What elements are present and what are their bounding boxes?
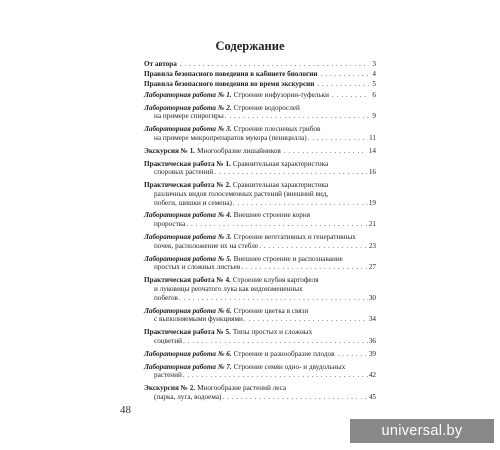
toc-entry-first-line <box>144 363 376 372</box>
toc-page-number: 36 <box>368 336 376 345</box>
dot-leader <box>308 134 368 143</box>
toc-page-number: 39 <box>368 349 376 358</box>
toc-entry-continuation <box>144 263 376 272</box>
toc-page-number: 27 <box>368 263 376 272</box>
toc-page-number: 30 <box>368 293 376 302</box>
toc-page-number: 4 <box>372 70 376 79</box>
toc-entry <box>144 125 376 142</box>
toc-entry <box>144 328 376 345</box>
dot-leader <box>284 147 366 156</box>
toc-page-number: 23 <box>368 241 376 250</box>
dot-leader <box>186 220 368 229</box>
toc-entry-continuation <box>144 315 376 324</box>
toc-entry <box>144 181 376 207</box>
toc-entry-label: Экскурсия № 1. <box>144 146 196 155</box>
dot-leader <box>338 350 366 359</box>
toc-entry-first-line <box>144 104 376 113</box>
toc-entry-text: на примере микропрепаратов мукора (пеницилла) <box>154 133 307 142</box>
toc-entry-text: Типы простых и сложных <box>232 328 313 337</box>
toc-page-number: 14 <box>368 146 376 155</box>
toc-entry-first-line <box>144 91 376 100</box>
dot-leader <box>241 263 368 272</box>
toc-entry-first-line <box>144 60 376 69</box>
toc-entry-text: Строение плесневых грибов <box>233 125 321 134</box>
toc-entry <box>144 350 376 359</box>
toc-entry-label: Правила безопасного поведения в кабинете биологии <box>144 70 318 79</box>
table-of-contents <box>144 60 376 406</box>
toc-entry-continuation <box>144 220 376 229</box>
page-number: 48 <box>120 404 131 416</box>
toc-page-number: 42 <box>368 371 376 380</box>
toc-entry-text: Строение водорослей <box>233 103 300 112</box>
toc-entry-text: Многообразие растений леса <box>197 384 287 393</box>
toc-entry-text: соцветий <box>154 336 183 345</box>
toc-entry-first-line <box>144 255 376 264</box>
toc-entry-text: Строение инфузории-туфельки <box>233 90 330 99</box>
dot-leader <box>180 60 370 69</box>
toc-entry-text: с выполняемыми функциями <box>154 315 243 324</box>
toc-entry <box>144 104 376 121</box>
toc-page-number: 3 <box>372 60 376 68</box>
toc-entry-label: Лабораторная работа № 6. <box>144 306 232 315</box>
toc-page-number: 5 <box>372 80 376 89</box>
toc-entry-label: Практическая работа № 2. <box>144 181 231 190</box>
dot-leader <box>179 294 368 303</box>
toc-entry-text: Строение вегетативных и генеративных <box>233 233 356 242</box>
toc-entry-first-line <box>144 80 376 89</box>
toc-entry-label: Практическая работа № 5. <box>144 328 231 337</box>
toc-entry-continuation <box>144 393 376 402</box>
toc-entry-text: и луковицы репчатого лука как видоизмененных <box>154 284 303 293</box>
toc-entry <box>144 160 376 177</box>
toc-page-number: 9 <box>372 112 376 121</box>
toc-entry-text: различных видов голосеменных растений (внешний вид, <box>154 189 329 198</box>
toc-entry-label: Лабораторная работа № 5. <box>144 254 232 263</box>
toc-entry-label: От автора <box>144 60 177 68</box>
toc-entry <box>144 147 376 156</box>
toc-entry-label: Лабораторная работа № 6. <box>144 349 232 358</box>
dot-leader <box>222 393 367 402</box>
toc-entry-label: Экскурсия № 2. <box>144 384 196 393</box>
toc-entry-label: Лабораторная работа № 2. <box>144 103 232 112</box>
toc-entry-text: Многообразие лишайников <box>197 146 281 155</box>
toc-entry-continuation <box>144 294 376 303</box>
toc-page-number: 16 <box>368 168 376 177</box>
toc-entry-first-line <box>144 328 376 337</box>
toc-entry-first-line <box>144 147 376 156</box>
toc-entry-continuation <box>144 134 376 143</box>
toc-entry-label: Практическая работа № 1. <box>144 159 231 168</box>
toc-entry <box>144 91 376 100</box>
toc-entry-text: споровых растений <box>154 168 214 177</box>
toc-entry-first-line <box>144 350 376 359</box>
toc-page-number: 6 <box>372 90 376 99</box>
toc-entry-first-line <box>144 307 376 316</box>
toc-entry <box>144 276 376 302</box>
toc-entry-first-line <box>144 211 376 220</box>
dot-leader <box>332 91 369 100</box>
toc-entry-label: Правила безопасного поведения во время экскурсии <box>144 80 315 89</box>
toc-entry-continuation <box>144 199 376 208</box>
toc-entry-label: Лабораторная работа № 7. <box>144 362 232 371</box>
toc-entry-continuation <box>144 337 376 346</box>
toc-entry-text: Сравнительная характеристика <box>232 181 329 190</box>
toc-entry <box>144 80 376 89</box>
page-title: Содержание <box>215 39 285 53</box>
toc-entry <box>144 233 376 250</box>
toc-entry-continuation <box>144 168 376 177</box>
watermark: universal.by <box>350 419 494 443</box>
toc-entry-text: Внешнее строение корня <box>233 211 311 220</box>
dot-leader <box>183 337 368 346</box>
toc-entry-first-line <box>144 160 376 169</box>
toc-entry-first-line <box>144 276 376 285</box>
toc-entry-first-line <box>144 384 376 393</box>
dot-leader <box>214 168 368 177</box>
toc-page-number: 11 <box>369 133 376 142</box>
toc-entry-label: Лабораторная работа № 3. <box>144 125 232 134</box>
toc-page-number: 34 <box>368 315 376 324</box>
toc-entry-text: простых и сложных листьев <box>154 263 241 272</box>
toc-entry-label: Лабораторная работа № 1. <box>144 90 232 99</box>
dot-leader <box>233 199 368 208</box>
dot-leader <box>317 80 369 89</box>
toc-page-number: 45 <box>368 392 376 401</box>
toc-entry-first-line <box>144 70 376 79</box>
toc-entry-continuation <box>144 242 376 251</box>
toc-entry-label: Лабораторная работа № 4. <box>144 211 232 220</box>
toc-entry <box>144 307 376 324</box>
toc-entry-text: Строение цветка в связи <box>233 306 309 315</box>
toc-entry <box>144 60 376 69</box>
dot-leader <box>183 371 368 380</box>
toc-entry <box>144 211 376 228</box>
toc-entry-text: Строение клубня картофеля <box>232 276 319 285</box>
toc-entry <box>144 255 376 272</box>
toc-entry-text: на примере спирогиры <box>154 112 224 121</box>
toc-page-number: 19 <box>368 198 376 207</box>
toc-entry-text: побеги, шишки и семена) <box>154 198 232 207</box>
toc-entry <box>144 70 376 79</box>
toc-entry-continuation <box>144 285 376 294</box>
toc-entry-continuation <box>144 112 376 121</box>
toc-entry-first-line <box>144 125 376 134</box>
dot-leader <box>259 242 368 251</box>
toc-entry-label: Лабораторная работа № 3. <box>144 233 232 242</box>
toc-entry-text: почек, расположение их на стебле <box>154 241 259 250</box>
toc-page-number: 21 <box>368 220 376 229</box>
toc-entry <box>144 384 376 401</box>
toc-entry <box>144 363 376 380</box>
toc-entry-text: Строение и разнообразие плодов <box>233 349 335 358</box>
dot-leader <box>225 112 372 121</box>
toc-entry-text: растений <box>154 371 182 380</box>
toc-entry-text: (парка, луга, водоема) <box>154 392 222 401</box>
toc-entry-text: Сравнительная характеристика <box>232 159 329 168</box>
toc-entry-first-line <box>144 233 376 242</box>
toc-entry-label: Практическая работа № 4. <box>144 276 231 285</box>
toc-entry-text: Внешнее строение и распознавание <box>233 254 343 263</box>
toc-entry-text: Строение семян одно- и двудольных <box>233 362 346 371</box>
toc-entry-continuation <box>144 190 376 199</box>
dot-leader <box>244 315 368 324</box>
toc-entry-text: побегов <box>154 293 178 302</box>
toc-entry-first-line <box>144 181 376 190</box>
dot-leader <box>321 70 370 79</box>
toc-entry-continuation <box>144 371 376 380</box>
toc-entry-text: проростка <box>154 220 186 229</box>
